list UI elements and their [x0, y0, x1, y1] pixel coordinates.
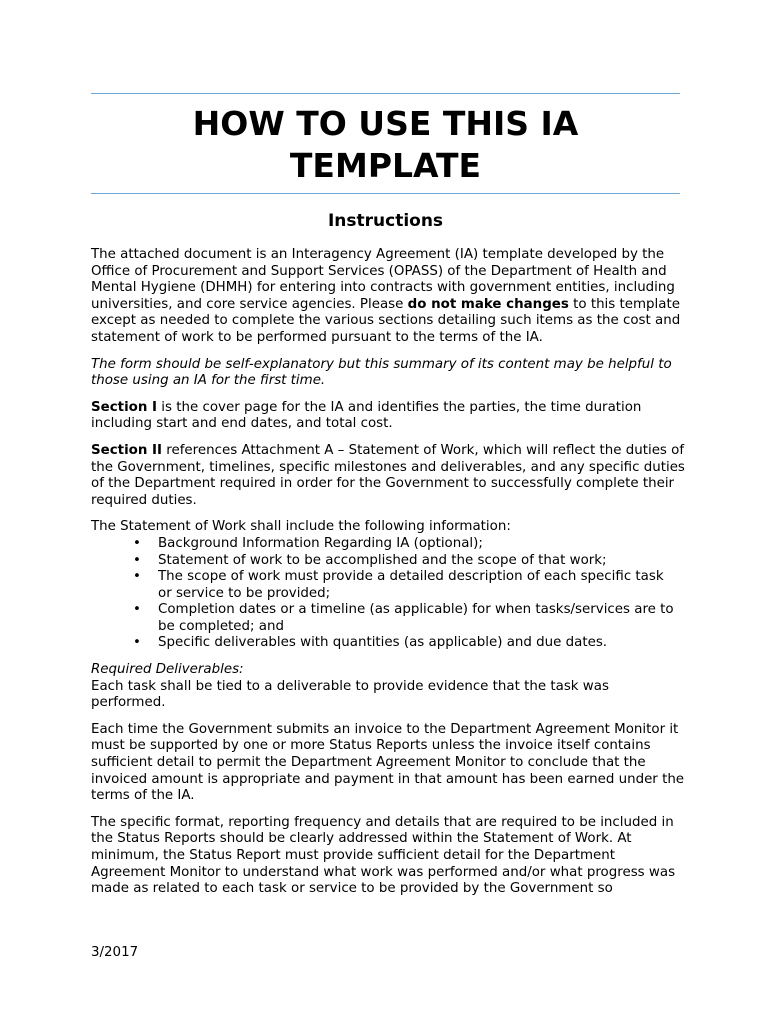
section-2-paragraph	[91, 443, 686, 509]
section-1-paragraph	[91, 400, 686, 433]
list-item	[91, 536, 686, 553]
title-line-2: TEMPLATE	[289, 146, 482, 185]
section-2-text: references Attachment A – Statement of Work, which will reflect the duties of the Government, timelines, specific milestones and deliverables, and any specific duties of the Department required in order for the Government to successfully complete their required duties.	[91, 442, 685, 508]
list-item	[91, 635, 686, 652]
list-item-text: Specific deliverables with quantities (as applicable) and due dates.	[158, 635, 608, 651]
section-heading-instructions: Instructions	[327, 211, 444, 231]
bullet-icon: •	[133, 535, 141, 551]
list-item-text: Statement of work to be accomplished and the scope of that work;	[158, 552, 607, 568]
sow-intro: The Statement of Work shall include the following information:	[91, 519, 511, 535]
list-item	[91, 569, 686, 602]
list-item	[91, 602, 686, 635]
intro-text-1: The attached document is an Interagency Agreement (IA) template developed by the Office of Procurement and Support Services (OPASS) of the Department of Health and Mental Hygiene (DHMH) for entering into contracts with government entities, including universities, and core service agencies. Please	[91, 247, 675, 312]
intro-text-2: to this template except as needed to complete the various sections detailing such items as the cost and statement of work to be performed pursuant to the terms of the IA.	[91, 296, 681, 345]
sow-bullet-list	[91, 536, 686, 652]
section-1-text: is the cover page for the IA and identifies the parties, the time duration including start and end dates, and total cost.	[91, 399, 642, 432]
intro-paragraph	[91, 247, 686, 347]
required-deliverables-text: Each task shall be tied to a deliverable to provide evidence that the task was performed.	[91, 678, 609, 711]
bullet-icon: •	[133, 569, 141, 585]
section-2-label: Section II	[91, 442, 163, 458]
document-body	[91, 247, 686, 908]
bullet-icon: •	[133, 635, 141, 651]
list-item-text: Completion dates or a timeline (as applicable) for when tasks/services are to be completed; and	[158, 602, 674, 634]
list-item	[91, 553, 686, 570]
required-deliverables-heading: Required Deliverables:	[91, 662, 244, 678]
bottom-rule	[91, 193, 680, 194]
italic-note: The form should be self-explanatory but this summary of its content may be helpful to those using an IA for the first time.	[91, 356, 672, 389]
list-item-text: Background Information Regarding IA (optional);	[158, 535, 483, 551]
list-item-text: The scope of work must provide a detailed description of each specific task or service to be provided;	[158, 569, 664, 601]
top-rule	[91, 93, 680, 94]
page-title	[91, 103, 680, 187]
status-report-paragraph: The specific format, reporting frequency and details that are required to be included in the Status Reports should be clearly addressed within the Statement of Work. At minimum, the Status Report must provide sufficient detail for the Department Agreement Monitor to understand what work was performed and/or what progress was made as related to each task or service to be provided by the Government so	[91, 814, 676, 897]
intro-emphasis: do not make changes	[407, 296, 569, 312]
bullet-icon: •	[133, 552, 141, 568]
footer-date: 3/2017	[91, 945, 139, 960]
invoice-paragraph: Each time the Government submits an invoice to the Department Agreement Monitor it must be supported by one or more Status Reports unless the invoice itself contains sufficient detail to permit the Department Agreement Monitor to conclude that the invoiced amount is appropriate and payment in that amount has been earned under the terms of the IA.	[91, 721, 685, 804]
title-line-1: HOW TO USE THIS IA	[192, 104, 579, 143]
required-deliverables-paragraph	[91, 662, 686, 712]
section-1-label: Section I	[91, 399, 158, 415]
bullet-icon: •	[133, 602, 141, 618]
